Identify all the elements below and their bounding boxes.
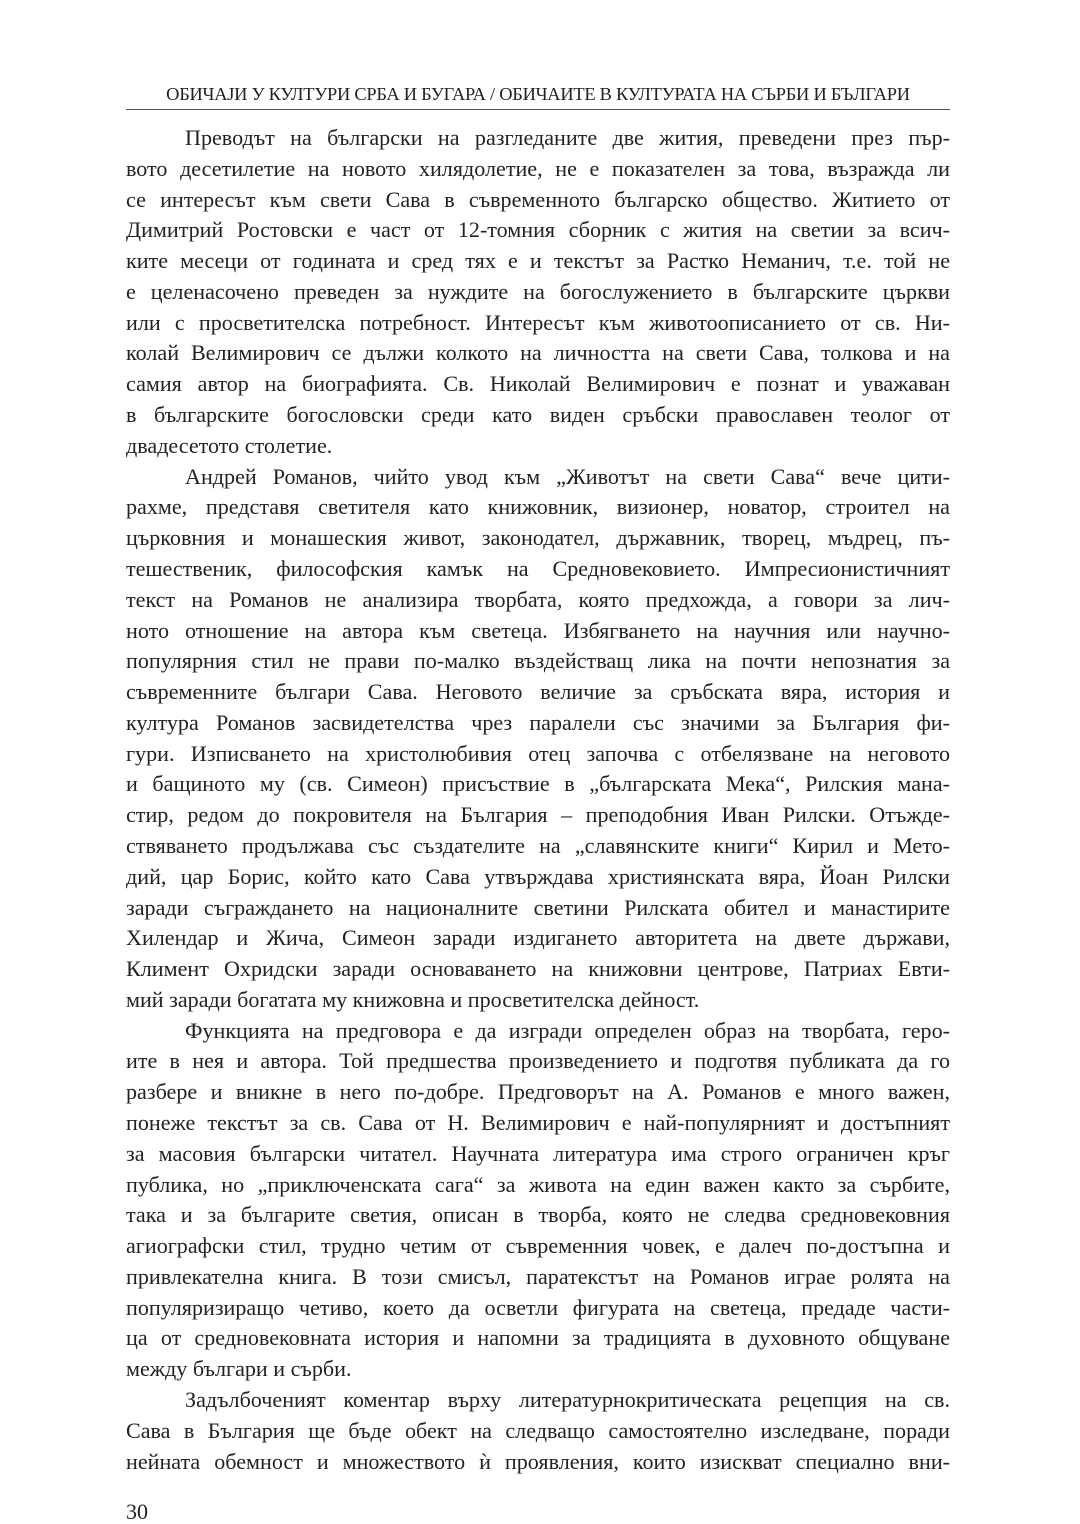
paragraph-4: [126, 1385, 950, 1477]
text-line: колай Велимирович се дължи колкото на личността на свети Сава, толкова и на: [126, 340, 950, 366]
text-line: ното отношение на автора към светеца. Избягването на научния или научно-: [126, 617, 950, 643]
text-line: ца от средновековната история и напомни за традицията в духовното общуване: [126, 1325, 950, 1351]
text-line: така и за българите светия, описан в творба, която не следва средновековния: [126, 1202, 950, 1228]
text-line: привлекателна книга. В този смисъл, паратекстът на Романов играе ролята на: [126, 1263, 950, 1289]
text-line: между българи и сърби.: [126, 1356, 352, 1382]
text-line: нейната обемност и множеството ѝ проявления, които изискват специално вни-: [126, 1448, 950, 1474]
text-line: Преводът на български на разгледаните две жития, преведени през пър-: [185, 125, 950, 150]
text-line: тешественик, философския камък на Средновековието. Импресионистичният: [126, 555, 950, 581]
page-number: 30: [126, 1499, 148, 1524]
text-line: в българските богословски среди като виден сръбски православен теолог от: [126, 402, 950, 428]
text-line: публика, но „приключенската сага“ за живота на един важен както за сърбите,: [126, 1171, 950, 1197]
body-text: [126, 123, 950, 1477]
text-line: ствяването продължава със създателите на „славянските книги“ Кирил и Мето-: [126, 832, 950, 858]
text-line: Хилендар и Жича, Симеон заради издигането авторитета на двете държави,: [126, 925, 950, 951]
text-line: популяризиращо четиво, което да осветли фигурата на светеца, предаде части-: [126, 1294, 950, 1320]
text-line: вото десетилетие на новото хилядолетие, не е показателен за това, възражда ли: [126, 155, 950, 181]
text-line: Климент Охридски заради основаването на книжовни центрове, Патриах Евти-: [126, 956, 950, 982]
text-line: или с просветителска потребност. Интересът към животоописанието от св. Ни-: [126, 309, 950, 335]
text-line: текст на Романов не анализира творбата, която предхожда, а говори за лич-: [126, 586, 950, 612]
text-line: двадесетото столетие.: [126, 432, 333, 458]
text-line: популярния стил не прави по-малко въздействащ лика на почти непознатия за: [126, 648, 950, 674]
paragraph-3: [126, 1016, 950, 1385]
text-line: агиографски стил, трудно четим от съвременния човек, е далеч по-достъпна и: [126, 1233, 950, 1259]
text-line: заради съграждането на националните светини Рилската обител и манастирите: [126, 894, 950, 920]
text-line: гури. Изписването на христолюбивия отец започва с отбелязване на неговото: [126, 740, 950, 766]
text-line: стир, редом до покровителя на България – преподобния Иван Рилски. Отъжде-: [126, 802, 950, 828]
text-line: и бащиното му (св. Симеон) присъствие в „българската Мека“, Рилския мана-: [126, 771, 950, 797]
text-line: самия автор на биографията. Св. Николай Велимирович е познат и уважаван: [126, 371, 950, 397]
text-line: се интересът към свети Сава в съвременното българско общество. Житието от: [126, 186, 950, 212]
text-line: ките месеци от годината и сред тях е и текстът за Растко Неманич, т.е. той не: [126, 248, 950, 274]
running-header: [126, 80, 950, 110]
running-title: ОБИЧАЈИ У КУЛТУРИ СРБА И БУГАРА / ОБИЧАИТЕ В КУЛТУРАТА НА СЪРБИ И БЪЛГАРИ: [166, 84, 910, 104]
text-line: понеже текстът за св. Сава от Н. Велимирович е най-популярният и достъпният: [126, 1110, 950, 1135]
text-line: мий заради богатата му книжовна и просветителска дейност.: [126, 986, 700, 1012]
text-line: рахме, представя светителя като книжовник, визионер, новатор, строител на: [126, 494, 950, 520]
text-line: Сава в България ще бъде обект на следващо самостоятелно изследване, поради: [126, 1417, 950, 1443]
text-line: ите в нея и автора. Той предшества произведението и подготвя публиката да го: [126, 1048, 950, 1074]
paragraph-1: [126, 123, 950, 462]
text-line: дий, цар Борис, който като Сава утвърждава християнската вяра, Йоан Рилски: [126, 863, 950, 889]
text-line: Андрей Романов, чийто увод към „Животът на свети Сава“ вече цити-: [185, 463, 950, 489]
paragraph-2: [126, 462, 950, 1016]
text-line: Функцията на предговора е да изгради определен образ на творбата, геро-: [185, 1017, 950, 1043]
text-line: Димитрий Ростовски е част от 12-томния сборник с жития на светии за всич-: [126, 217, 950, 243]
text-line: е целенасочено преведен за нуждите на богослужението в българските църкви: [126, 278, 950, 304]
text-line: култура Романов засвидетелства чрез паралели със значими за България фи-: [126, 709, 950, 735]
text-line: съвременните българи Сава. Неговото величие за сръбската вяра, история и: [126, 679, 950, 705]
text-line: Задълбоченият коментар върху литературнокритическата рецепция на св.: [185, 1387, 950, 1413]
text-line: църковния и монашеския живот, законодател, държавник, творец, мъдрец, пъ-: [126, 525, 950, 551]
text-line: разбере и вникне в него по-добре. Предговорът на А. Романов е много важен,: [126, 1079, 950, 1105]
text-line: за масовия български читател. Научната литература има строго ограничен кръг: [126, 1140, 950, 1166]
